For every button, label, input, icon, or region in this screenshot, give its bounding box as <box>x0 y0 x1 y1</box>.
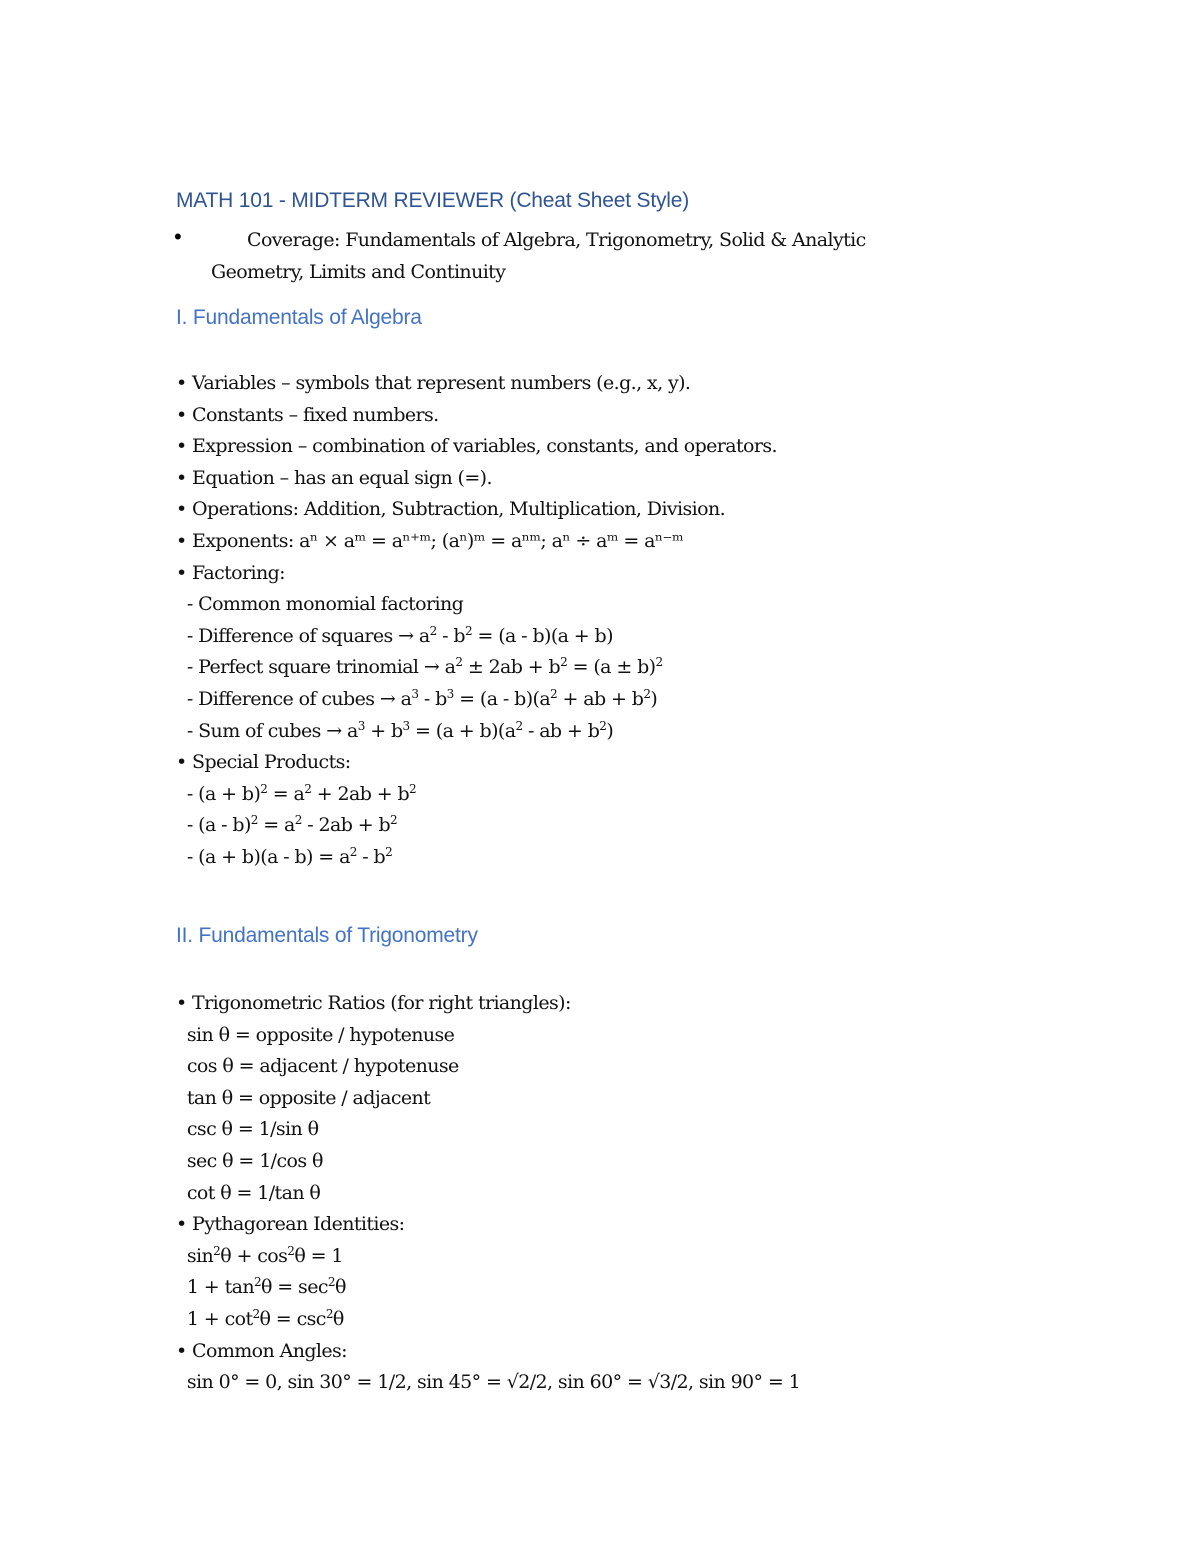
list-item: - Common monomial factoring <box>176 593 464 616</box>
list-item: - $(a + b)^2 = a^2 + 2ab + b^2$ <box>176 781 417 805</box>
list-item: $1 + \cot^2\theta = \csc^2\theta$ <box>176 1307 344 1330</box>
list-item: - Difference of cubes → $a^3 - b^3 = (a - b)(a^2$ + ab + $b^2$) <box>176 687 658 710</box>
list-item: • Expression – combination of variables, constants, and operators. <box>176 435 777 458</box>
coverage-text: Coverage: Fundamentals of Algebra, Trigonometry, Solid & Analytic Geometry, Limits and Continuity <box>211 229 866 283</box>
page-title: MATH 101 - MIDTERM REVIEWER (Cheat Sheet Style) <box>176 189 689 212</box>
list-item: sin θ = opposite / hypotenuse <box>176 1023 455 1046</box>
list-item: $1 + \tan^2\theta = \sec^2\theta$ <box>176 1275 346 1299</box>
list-item: - Sum of cubes → $a^3 + b^3 = (a + b)(a^2$ - ab + $b^2$) <box>176 718 614 742</box>
list-item: csc θ = 1/sin θ <box>176 1118 319 1141</box>
list-item: - $(a + b)(a - b) = a^2 - b^2$ <box>176 845 393 868</box>
section-heading-trigonometry: II. Fundamentals of Trigonometry <box>176 924 478 947</box>
list-item: • Operations: Addition, Subtraction, Multiplication, Division. <box>176 498 726 521</box>
list-item: • Pythagorean Identities: <box>176 1213 405 1236</box>
list-item: tan θ = opposite / adjacent <box>176 1086 431 1109</box>
list-item: sec θ = 1/cos θ <box>176 1150 323 1172</box>
coverage-bullet: • <box>174 224 182 249</box>
list-item: • Trigonometric Ratios (for right triangles): <box>176 992 571 1014</box>
list-item: • Constants – fixed numbers. <box>176 403 439 426</box>
list-item: • Exponents: aⁿ × aᵐ = aⁿ⁺ᵐ; (aⁿ)ᵐ = aⁿᵐ; aⁿ ÷ aᵐ = aⁿ⁻ᵐ <box>176 530 683 552</box>
list-item: - Difference of squares → $a^2 - b^2 = (a - b)(a + b)$ <box>176 623 613 647</box>
list-item: - $(a - b)^2 = a^2 - 2ab + b^2$ <box>176 813 398 837</box>
list-item: • Factoring: <box>176 561 285 584</box>
list-item: • Variables – symbols that represent numbers (e.g., x, y). <box>176 372 691 394</box>
list-item: - Perfect square trinomial → $a^2 \pm 2ab + b^2 = (a \pm b)^2$ <box>176 655 663 679</box>
list-item: $\sin^2\theta + \cos^2\theta = 1$ <box>176 1243 343 1267</box>
list-item: cos θ = adjacent / hypotenuse <box>176 1055 459 1078</box>
list-item: sin 0° = 0, sin 30° = 1/2, sin 45° = √2/2, sin 60° = √3/2, sin 90° = 1 <box>176 1371 801 1394</box>
list-item: • Special Products: <box>176 751 351 774</box>
list-item: • Common Angles: <box>176 1339 347 1362</box>
section-heading-algebra: I. Fundamentals of Algebra <box>176 306 422 329</box>
list-item: cot θ = 1/tan θ <box>176 1181 321 1204</box>
list-item: • Equation – has an equal sign (=). <box>176 466 492 489</box>
